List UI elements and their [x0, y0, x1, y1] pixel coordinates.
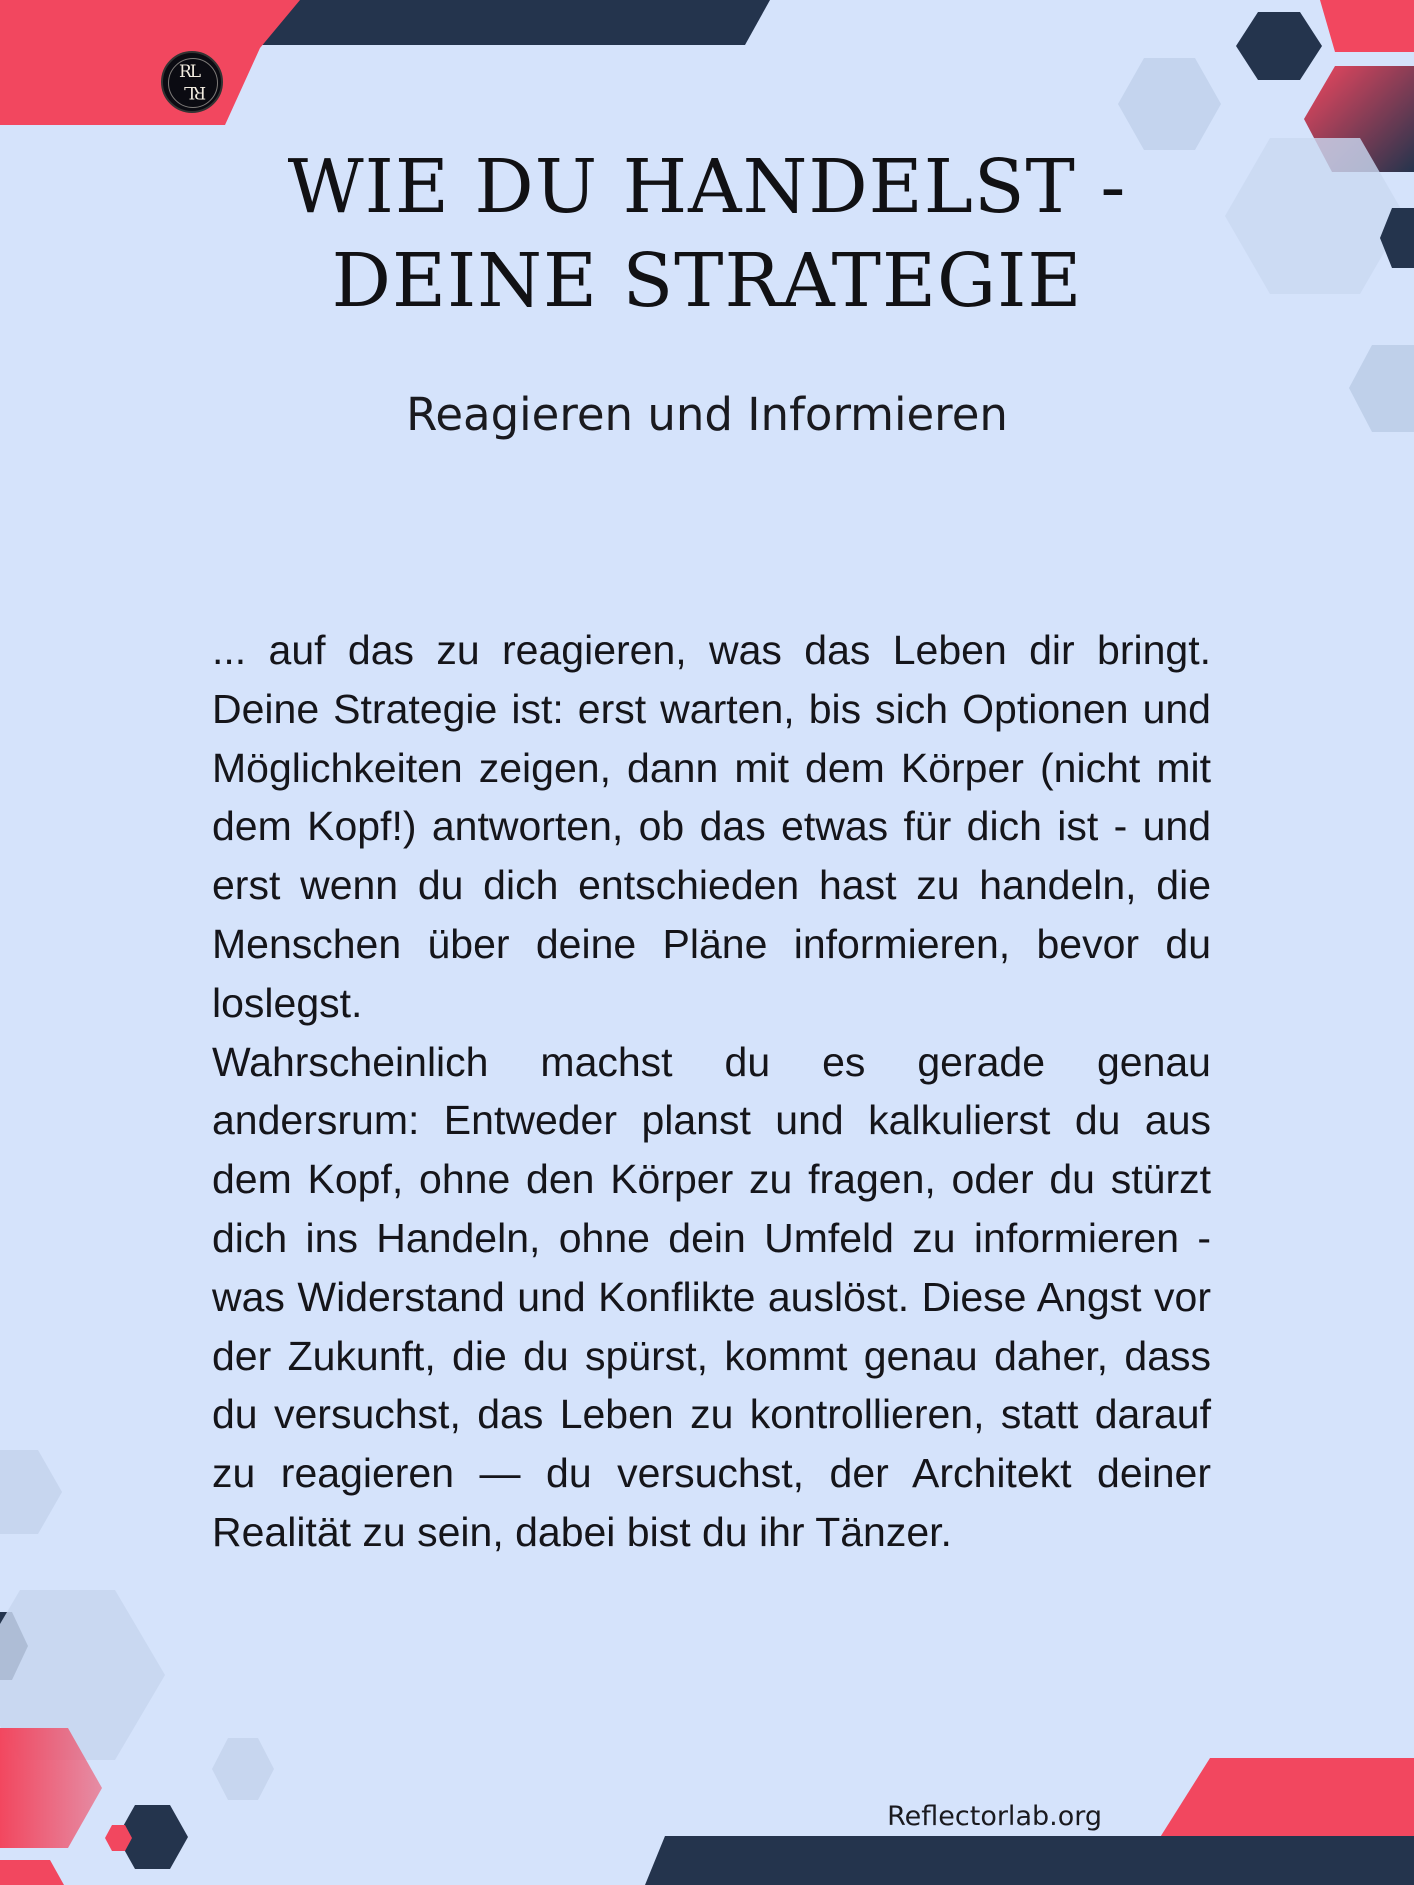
hexagon-shape: [212, 1738, 274, 1800]
hexagon-shape: [1236, 12, 1322, 80]
body-paragraph-1: ... auf das zu reagieren, was das Leben dir bringt. Deine Strategie ist: erst warten, bis sich Optionen und Möglichkeiten zeigen, dann mit dem Körper (nicht mit dem Kopf!) antworten, ob das etwas für dich ist - und erst wenn du dich entschieden hast zu handeln, die Menschen über deine Pläne informieren, bevor du loslegst.: [212, 627, 1211, 1026]
page-title-line1: WIE DU HANDELST -: [287, 144, 1127, 230]
page-title: [0, 140, 1414, 328]
bottom-navy-band: [645, 1836, 1414, 1885]
page-subtitle: Reagieren und Informieren: [406, 388, 1008, 441]
brand-logo-icon: [161, 51, 223, 113]
logo-monogram-mirrored: RL: [186, 82, 207, 102]
page-title-line2: DEINE STRATEGIE: [331, 238, 1083, 324]
hexagon-shape: [0, 1450, 62, 1534]
hexagon-shape: [1320, 0, 1414, 52]
hexagon-shape: [1118, 58, 1221, 150]
hexagon-shape: [0, 1860, 64, 1885]
top-left-coral-band: [0, 0, 300, 125]
body-text: [212, 621, 1211, 1562]
logo-monogram: RL: [179, 62, 200, 82]
body-paragraph-2: Wahrscheinlich machst du es gerade genau andersrum: Entweder planst und kalkulierst du aus dem Kopf, ohne den Körper zu fragen, oder du stürzt dich ins Handeln, ohne dein Umfeld zu informieren - was Widerstand und Konflikte auslöst. Diese Angst vor der Zukunft, die du spürst, kommt genau daher, dass du versuchst, das Leben zu kontrollieren, statt darauf zu reagieren — du versuchst, der Architekt deiner Realität zu sein, dabei bist du ihr Tänzer.: [212, 1038, 1211, 1555]
footer-website-link[interactable]: Reflectorlab.org: [887, 1801, 1102, 1832]
